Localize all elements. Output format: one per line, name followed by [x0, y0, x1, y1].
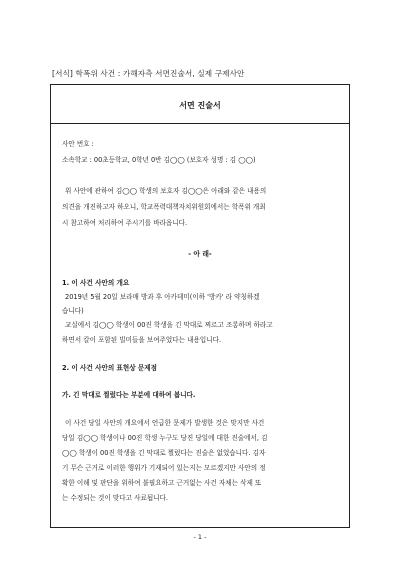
- intro-line-3: 시 참고하여 처리하여 주시기를 바라옵니다.: [62, 219, 188, 227]
- section-2-heading: 2. 이 사건 사안의 표현상 문제점: [62, 364, 158, 372]
- below-marker: - 아 래-: [188, 250, 212, 258]
- intro-line-2: 의견을 개진하고자 하오니, 학교폭력대책자치위원회에서는 학폭위 개최: [62, 203, 266, 211]
- school-info-line: 소속학교 : 00초등학교, 0학년 0반 김◯◯ (보호자 성명 : 김 ◯◯): [62, 156, 256, 164]
- page-number: - 1 -: [193, 533, 207, 541]
- section-2-subheading: 가. 긴 막대로 찔렀다는 부분에 대하여 봅니다.: [62, 391, 196, 399]
- section-1-line-4: 하면서 칼이 포함된 빌미들을 보여주었다는 내용입니다.: [62, 336, 222, 344]
- section-1-line-1: 2019년 5월 20일 보라매 방과 후 아카데미(이하 '방카' 라 약칭하겠: [65, 293, 260, 301]
- intro-line-1: 위 사안에 관하여 김◯◯ 학생의 보호자 김◯◯은 아래와 같은 내용의: [65, 187, 267, 195]
- document-title: 서면 진술서: [179, 101, 221, 110]
- section-2-line-1: 이 사건 당일 사안의 개요에서 언급한 문제가 발생한 것은 맞지만 사건: [65, 419, 265, 427]
- section-2-line-3: ◯◯ 학생이 00진 학생을 긴 막대로 찔렀다는 진술은 없었습니다. 김자: [62, 449, 266, 457]
- title-divider: [51, 123, 349, 124]
- section-2-line-4: 기 무슨 근거로 이러한 행위가 기재되어 있는지는 모르겠지만 사안의 정: [62, 464, 266, 472]
- section-1-line-2: 습니다): [62, 307, 84, 315]
- statement-form: [50, 84, 350, 528]
- header-caption: [서식] 학폭위 사건 : 가해자측 서면진술서, 실제 구제사안: [52, 69, 245, 78]
- section-2-line-6: 는 수정되는 것이 맞다고 사료됩니다.: [62, 494, 169, 502]
- section-1-line-3: 교실에서 김◯◯ 학생이 00진 학생을 긴 막대로 찌르고 조롱하며 하라고: [65, 321, 273, 329]
- section-1-heading: 1. 이 사건 사안의 개요: [62, 279, 130, 287]
- case-number-field: 사안 번호 :: [62, 140, 94, 148]
- section-2-line-2: 당일 김◯◯ 학생이나 00진 학생 누구도 당진 당일에 대한 진술에서, 김: [62, 434, 268, 442]
- section-2-line-5: 확한 이해 및 판단을 위하여 불필요하고 근거없는 사건 자체는 삭제 또: [62, 479, 262, 487]
